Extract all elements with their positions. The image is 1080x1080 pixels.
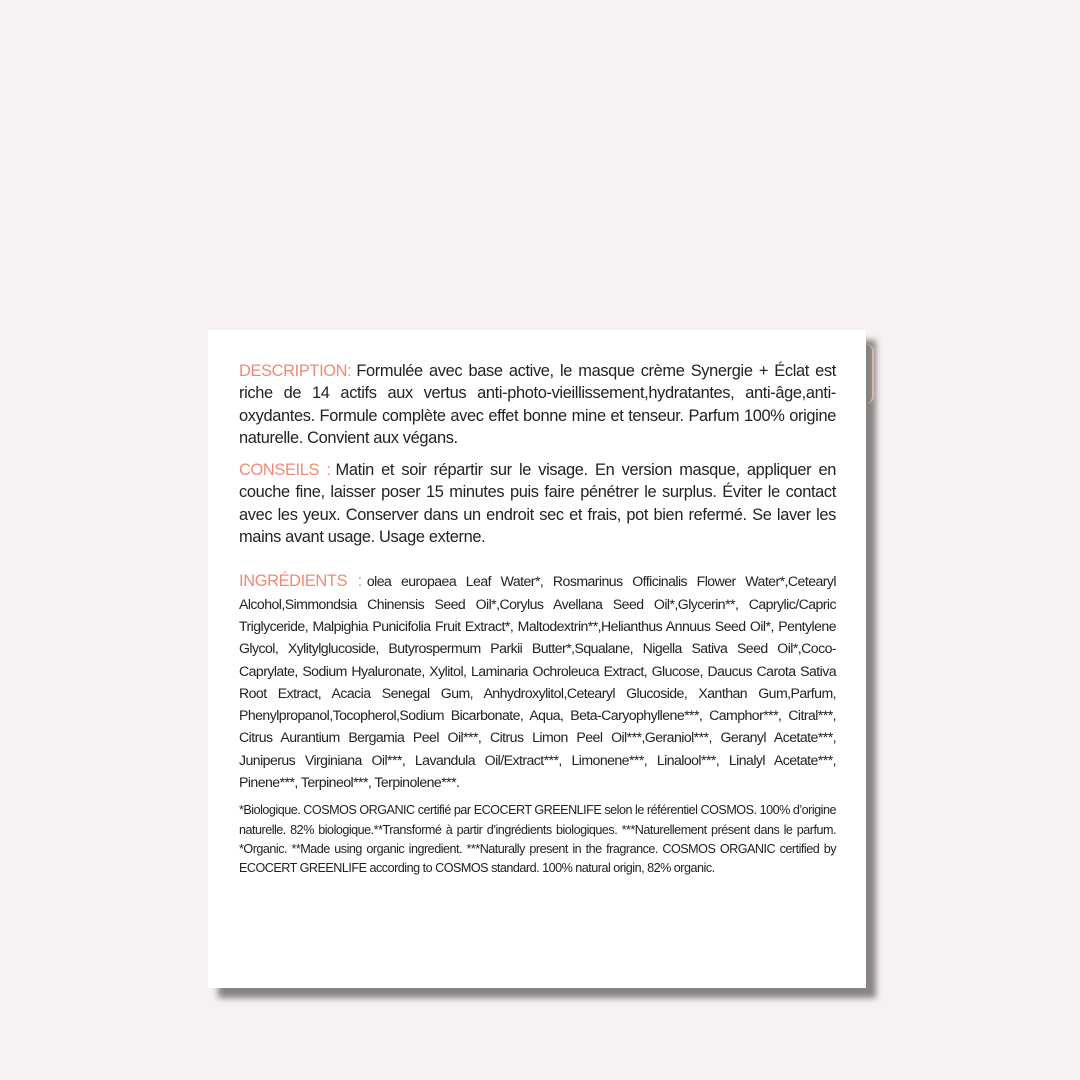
certification-footnote: *Biologique. COSMOS ORGANIC certifié par ECOCERT GREENLIFE selon le référentiel COSMOS. 100% d’origine naturelle. 82% biologique.**Transformé à partir d’ingrédients biologiques. ***Naturellement présent dans le parfum. *Organic. **Made using organic ingredient. ***Naturally present in the fragrance. COSMOS ORGANIC certified by ECOCERT GREENLIFE according to COSMOS standard. 100% natural origin, 82% organic. [239,803,836,876]
label-edge-decoration [860,344,874,404]
conseils-section [239,459,836,548]
ingredients-text: olea europaea Leaf Water*, Rosmarinus Officinalis Flower Water*,Cetearyl Alcohol,Simmondsia Chinensis Seed Oil*,Corylus Avellana Seed Oil*,Glycerin**, Caprylic/Capric Triglyceride, Malpighia Punicifolia Fruit Extract*, Maltodextrin**,Helianthus Annuus Seed Oil*, Pentylene Glycol, Xylitylglucoside, Butyrospermum Parkii Butter*,Squalane, Nigella Sativa Seed Oil*,Coco-Caprylate, Sodium Hyaluronate, Xylitol, Laminaria Ochroleuca Extract, Glucose, Daucus Carota Sativa Root Extract, Acacia Senegal Gum, Anhydroxylitol,Cetearyl Glucoside, Xanthan Gum,Parfum, Phenylpropanol,Tocopherol,Sodium Bicarbonate, Aqua, Beta-Caryophyllene***, Camphor***, Citral***, Citrus Aurantium Bergamia Peel Oil***, Citrus Limon Peel Oil***,Geraniol***, Geranyl Acetate***, Juniperus Virginiana Oil***, Lavandula Oil/Extract***, Limonene***, Linalool***, Linalyl Acetate***, Pinene***, Terpineol***, Terpinolene***. [239,573,836,791]
ingredients-heading: INGRÉDIENTS : [239,572,362,591]
product-label-card [208,330,866,988]
description-heading: DESCRIPTION: [239,362,352,380]
conseils-text: Matin et soir répartir sur le visage. En version masque, appliquer en couche fine, laisser poser 15 minutes puis faire pénétrer le surplus. Éviter le contact avec les yeux. Conserver dans un endroit sec et frais, pot bien refermé. Se laver les mains avant usage. Usage externe. [239,461,836,547]
ingredients-section [239,570,836,793]
conseils-heading: CONSEILS : [239,461,331,480]
description-text: Formulée avec base active, le masque crème Synergie + Éclat est riche de 14 actifs aux vertus anti-photo-vieillissement,hydratantes, anti-âge,anti-oxydantes. Formule complète avec effet bonne mine et tenseur. Parfum 100% origine naturelle. Convient aux végans. [239,362,836,447]
description-section [239,360,836,449]
